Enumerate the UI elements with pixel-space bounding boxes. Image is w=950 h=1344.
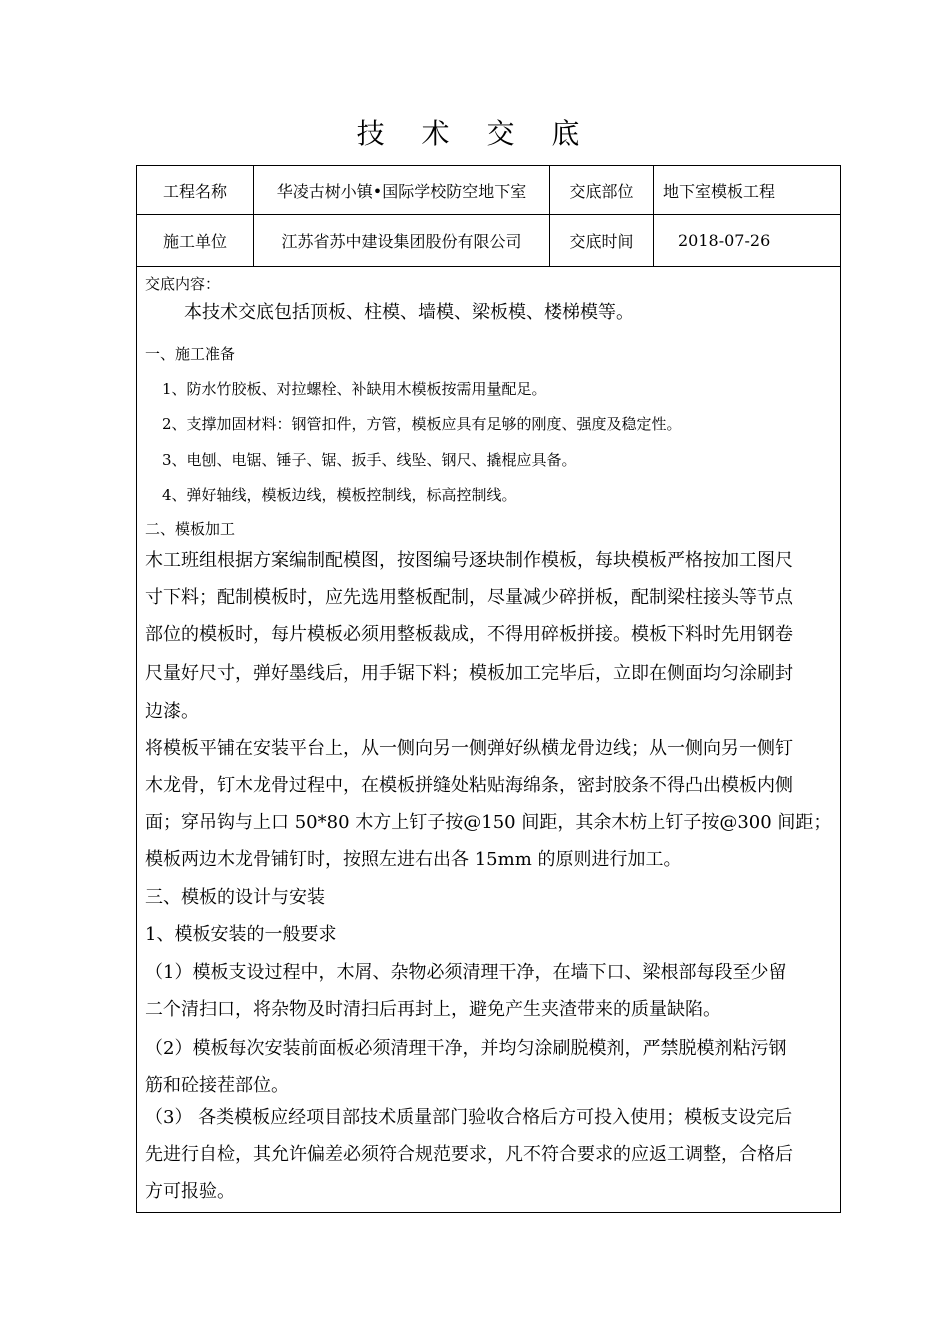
section-3-subheading: 1、模板安装的一般要求 [145, 924, 337, 945]
document-title: 技 术 交 底 [356, 117, 594, 150]
requirement-2-line: 筋和砼接茬部位。 [145, 1075, 289, 1096]
section-2-paragraph-1-line: 木工班组根据方案编制配模图，按图编号逐块制作模板，每块模板严格按加工图尺 [145, 550, 793, 571]
section-2-paragraph-1-line: 部位的模板时，每片模板必须用整板裁成，不得用碎板拼接。模板下料时先用钢卷 [145, 624, 793, 645]
section-2-paragraph-1-line: 尺量好尺寸，弹好墨线后，用手锯下料；模板加工完毕后，立即在侧面均匀涂刷封 [145, 663, 793, 684]
section-2-heading: 二、模板加工 [145, 520, 236, 538]
col-divider [653, 165, 654, 266]
requirement-3-line: 方可报验。 [145, 1181, 235, 1202]
requirement-2-line: （2）模板每次安装前面板必须清理干净，并均匀涂刷脱模剂，严禁脱模剂粘污钢 [145, 1038, 787, 1059]
section-2-paragraph-2-line: 模板两边木龙骨铺钉时，按照左进右出各 15mm 的原则进行加工。 [145, 849, 682, 870]
requirement-1-line: 二个清扫口，将杂物及时清扫后再封上，避免产生夹渣带来的质量缺陷。 [145, 999, 721, 1020]
handover-part-value: 地下室模板工程 [663, 181, 776, 201]
section-2-paragraph-1-line: 寸下料；配制模板时，应先选用整板配制，尽量减少碎拼板，配制梁柱接头等节点 [145, 587, 793, 608]
section-1-item: 2、支撑加固材料：钢管扣件，方管，模板应具有足够的刚度、强度及稳定性。 [162, 415, 682, 433]
section-2-paragraph-2-line: 将模板平铺在安装平台上，从一侧向另一侧弹好纵横龙骨边线；从一侧向另一侧钉 [145, 738, 793, 759]
section-1-item: 3、电刨、电锯、锤子、锯、扳手、线坠、钢尺、撬棍应具备。 [162, 451, 577, 469]
contractor-label: 施工单位 [162, 231, 227, 251]
requirement-3-line: 先进行自检，其允许偏差必须符合规范要求，凡不符合要求的应返工调整，合格后 [145, 1144, 793, 1165]
contractor-value: 江苏省苏中建设集团股份有限公司 [281, 231, 522, 251]
project-name-label: 工程名称 [162, 181, 227, 201]
section-2-paragraph-2-line: 木龙骨，钉木龙骨过程中，在模板拼缝处粘贴海绵条，密封胶条不得凸出模板内侧 [145, 775, 793, 796]
project-name-value: 华凌古树小镇•国际学校防空地下室 [276, 181, 527, 201]
section-1-item: 1、防水竹胶板、对拉螺栓、补缺用木模板按需用量配足。 [162, 380, 547, 398]
row-divider [136, 266, 841, 267]
section-2-paragraph-2-line: 面；穿吊钩与上口 50*80 木方上钉子按@150 间距，其余木枋上钉子按@300 间距； [145, 812, 832, 833]
section-1-item: 4、弹好轴线，模板边线，模板控制线，标高控制线。 [162, 486, 517, 504]
section-3-heading: 三、模板的设计与安装 [145, 887, 325, 908]
content-intro: 本技术交底包括顶板、柱模、墙模、梁板模、楼梯模等。 [184, 302, 634, 323]
handover-date-label: 交底时间 [569, 231, 634, 251]
handover-date-value: 2018-07-26 [678, 230, 771, 250]
requirement-1-line: （1）模板支设过程中，木屑、杂物必须清理干净，在墙下口、梁根部每段至少留 [145, 962, 787, 983]
content-label: 交底内容： [145, 275, 221, 293]
section-1-heading: 一、施工准备 [145, 345, 236, 363]
handover-part-label: 交底部位 [569, 181, 634, 201]
requirement-3-line: （3） 各类模板应经项目部技术质量部门验收合格后方可投入使用；模板支设完后 [145, 1107, 793, 1128]
section-2-paragraph-1-line: 边漆。 [145, 701, 199, 722]
